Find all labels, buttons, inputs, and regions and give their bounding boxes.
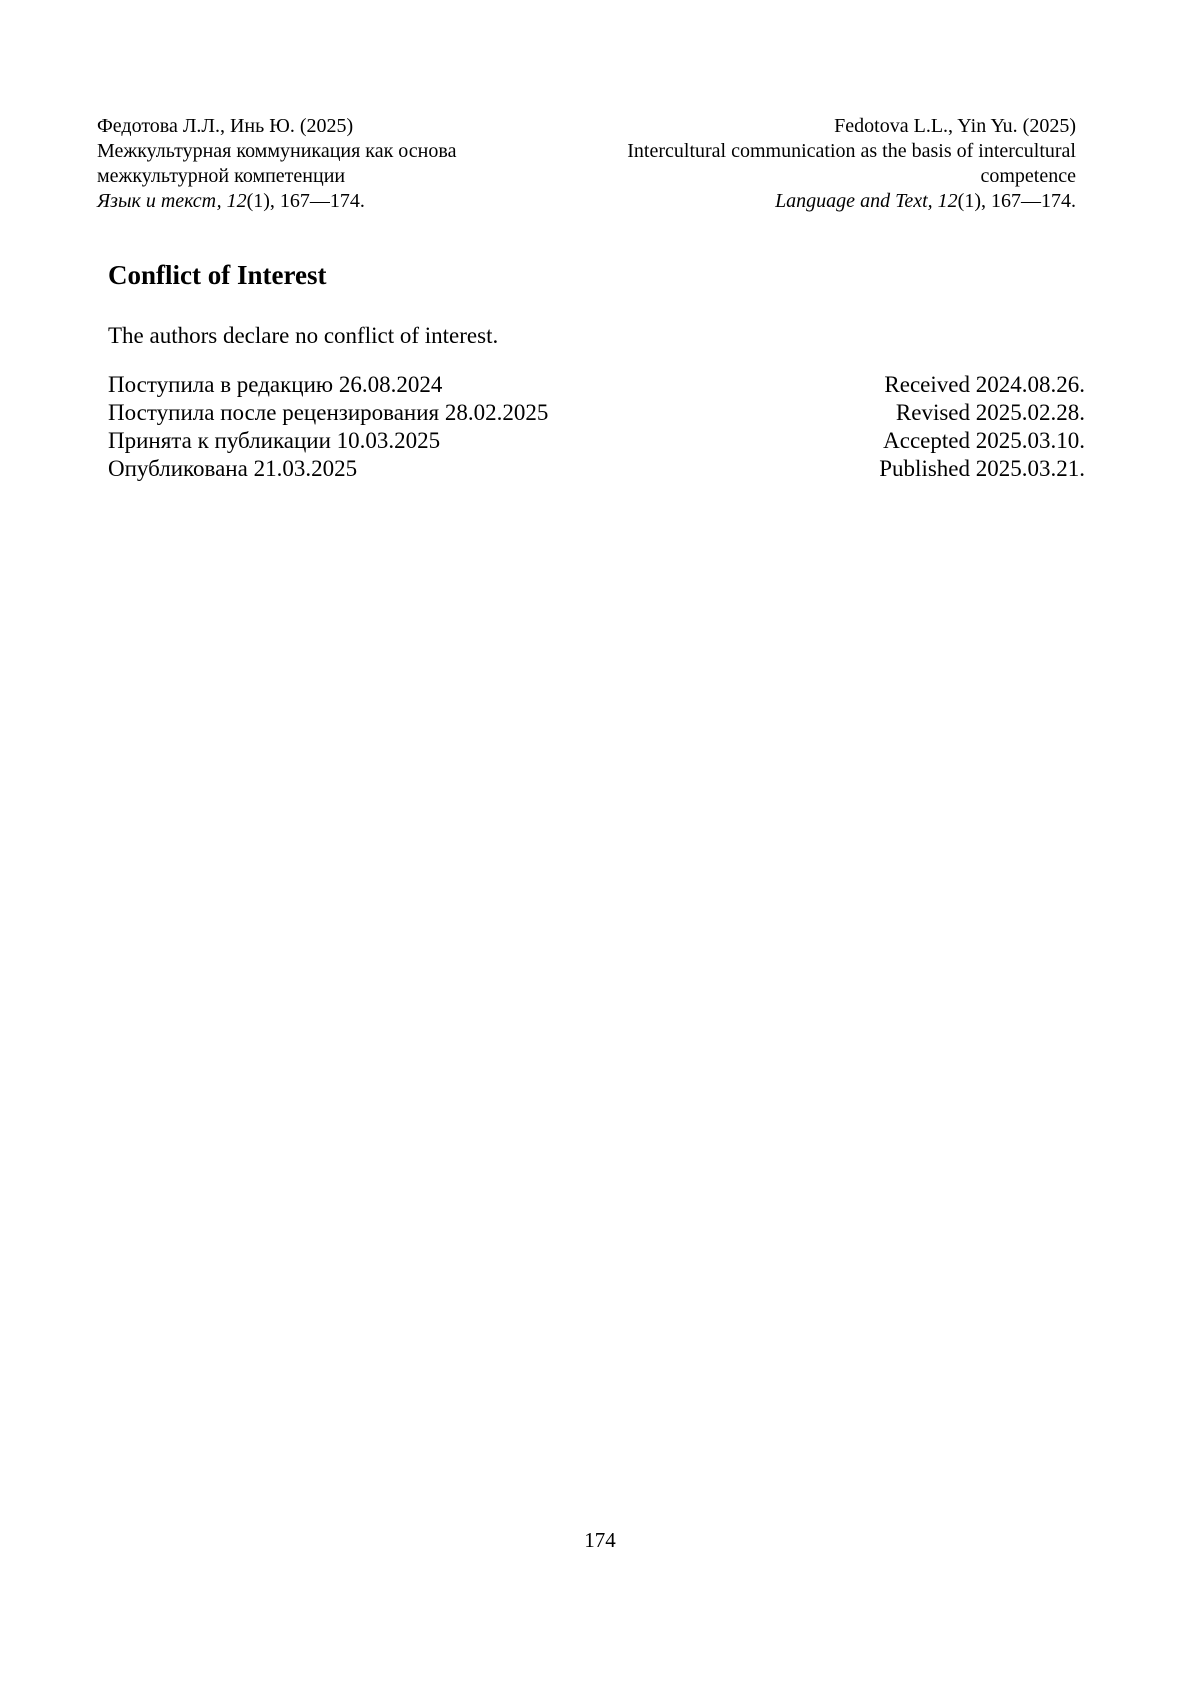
date-accepted-ru: Принята к публикации 10.03.2025 [108, 428, 441, 453]
citation-title-en-line1: Intercultural communication as the basis of intercultural [627, 140, 1076, 162]
article-history-dates [108, 371, 1085, 483]
journal-name-en: Language and Text, 12 [775, 190, 958, 212]
citation-title-ru-line1: Межкультурная коммуникация как основа [97, 140, 457, 162]
running-head-english [627, 114, 1076, 214]
citation-source-en [627, 189, 1076, 214]
date-revised-en: Revised 2025.02.28. [895, 400, 1085, 425]
date-published-ru: Опубликована 21.03.2025 [108, 456, 358, 481]
date-accepted-en: Accepted 2025.03.10. [883, 428, 1085, 453]
date-published-en: Published 2025.03.21. [879, 456, 1085, 481]
journal-issue-pages-en: (1), 167—174. [957, 190, 1076, 212]
page-number: 174 [584, 1528, 616, 1552]
date-received-en: Received 2024.08.26. [884, 372, 1085, 397]
conflict-of-interest-statement: The authors declare no conflict of interest. [108, 323, 499, 348]
citation-authors-ru: Федотова Л.Л., Инь Ю. (2025) [97, 115, 354, 137]
section-heading-conflict-of-interest: Conflict of Interest [108, 260, 327, 290]
citation-authors-en: Fedotova L.L., Yin Yu. (2025) [834, 115, 1076, 137]
date-revised-ru: Поступила после рецензирования 28.02.2025 [108, 400, 549, 425]
date-received-ru: Поступила в редакцию 26.08.2024 [108, 372, 443, 397]
dates-english [879, 371, 1085, 483]
dates-russian [108, 371, 548, 483]
running-head-russian [97, 114, 456, 214]
citation-title-ru-line2: межкультурной компетенции [97, 165, 346, 187]
running-head [97, 114, 1076, 214]
citation-title-en-line2: competence [980, 165, 1076, 187]
journal-name-ru: Язык и текст, 12 [97, 190, 247, 212]
citation-source-ru [97, 189, 456, 214]
journal-issue-pages-ru: (1), 167—174. [246, 190, 365, 212]
